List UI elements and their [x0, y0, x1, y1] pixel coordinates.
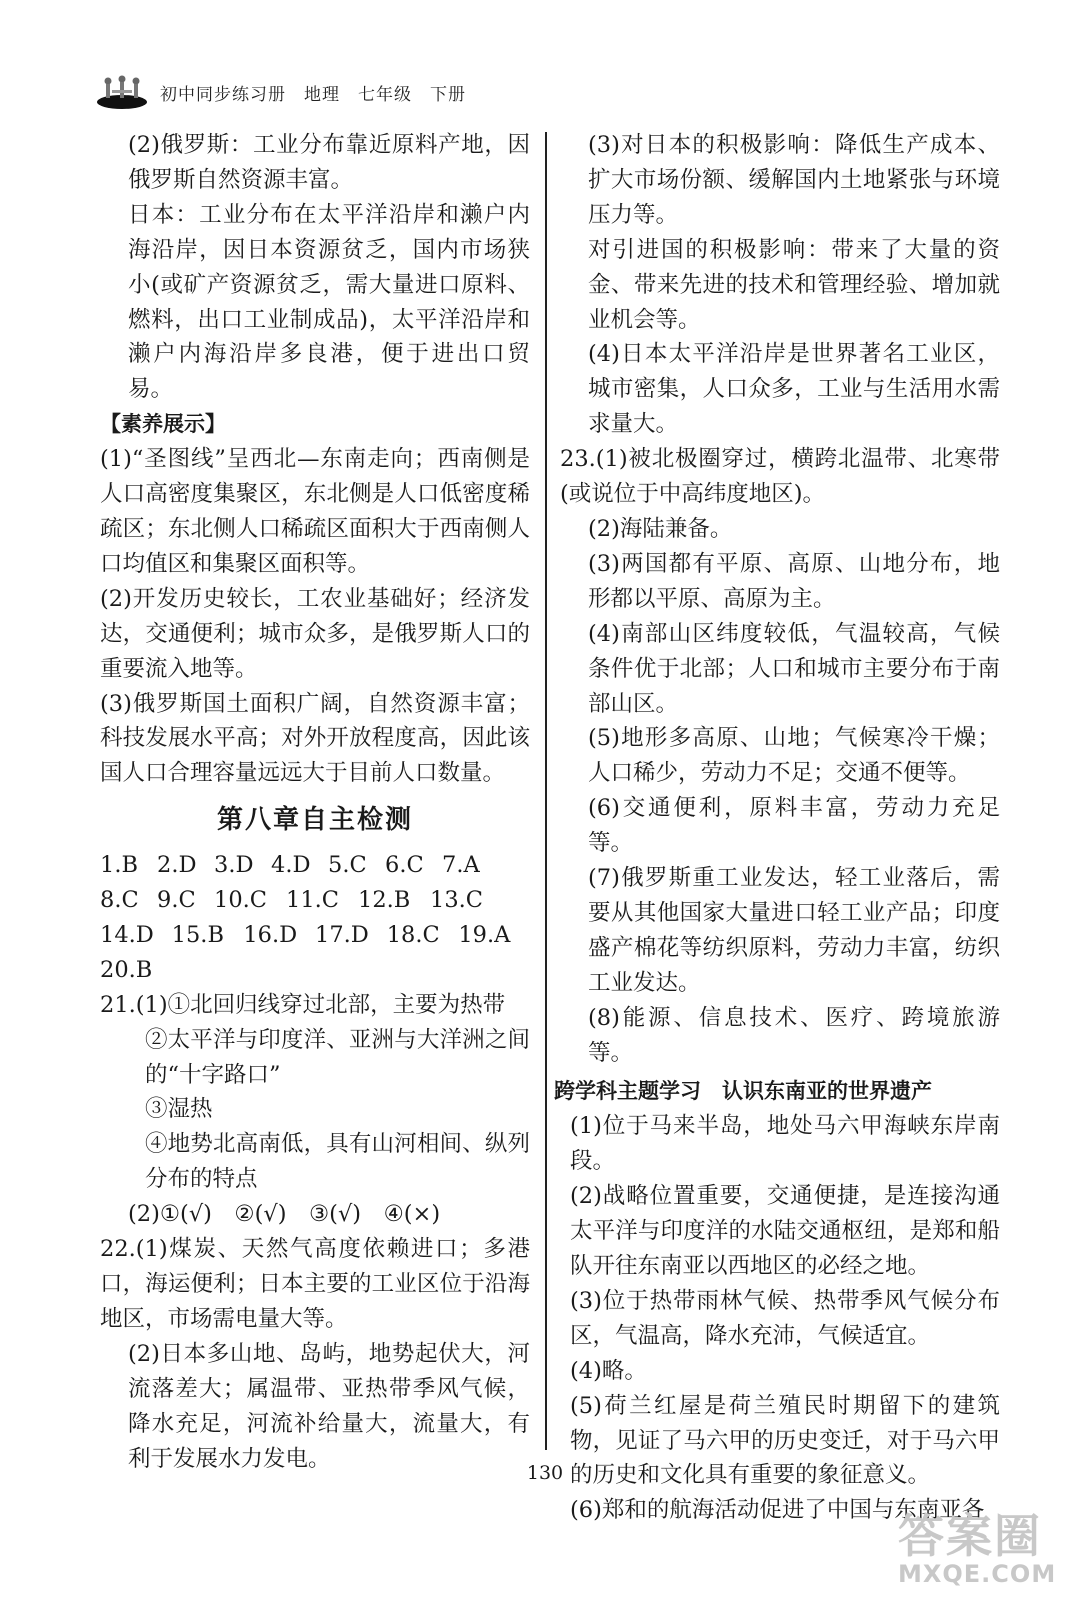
column-divider [545, 132, 547, 1450]
answer-paragraph: (6)交通便利，原料丰富，劳动力充足等。 [588, 795, 1000, 857]
answer-item: 15.B [171, 921, 224, 948]
watermark-title: 答案圈 [898, 1509, 1042, 1563]
answer-item: 6.C [385, 852, 424, 879]
answer-paragraph: (4)日本太平洋沿岸是世界著名工业区，城市密集，人口众多，工业与生活用水需求量大。 [588, 341, 1000, 438]
answer-paragraph: 23.(1)被北极圈穿过，横跨北温带、北寒带(或说位于中高纬度地区)。 [560, 446, 1000, 508]
answer-item: 1.B [100, 852, 139, 879]
answer-item: 12.B [358, 887, 411, 914]
answer-item: 13.C [430, 887, 483, 914]
answer-item: 20.B [100, 956, 153, 983]
topic-heading: 跨学科主题学习 认识东南亚的世界遗产 [554, 1079, 932, 1104]
answer-row [100, 918, 530, 953]
answer-item: 4.D [271, 852, 311, 879]
answer-paragraph: ③湿热 [145, 1096, 213, 1123]
answer-paragraph: (3)两国都有平原、高原、山地分布，地形都以平原、高原为主。 [588, 550, 1000, 612]
watermark [898, 1500, 1068, 1590]
answer-paragraph: (3)对日本的积极影响：降低生产成本、扩大市场份额、缓解国内土地紧张与环境压力等。 [588, 132, 1000, 228]
left-column [100, 128, 530, 1476]
page-header [96, 70, 996, 114]
answer-item: 9.C [157, 887, 196, 914]
answer-paragraph: (2)俄罗斯：工业分布靠近原料产地，因俄罗斯自然资源丰富。 [128, 132, 530, 193]
answer-item: 17.D [315, 921, 369, 948]
answer-paragraph: (1)位于马来半岛，地处马六甲海峡东岸南段。 [570, 1113, 1000, 1175]
answer-item: 18.C [386, 921, 440, 948]
page-number: 130 [526, 1462, 564, 1484]
chapter-title: 第八章自主检测 [216, 805, 413, 836]
answer-paragraph: (4)南部山区纬度较低，气温较高，气候条件优于北部；人口和城市主要分布于南部山区。 [588, 620, 1000, 717]
answer-paragraph: ②太平洋与印度洋、亚洲与大洋洲之间的“十字路口” [145, 1026, 530, 1088]
answer-item: 19.A [458, 921, 511, 948]
answer-paragraph: (5)地形多高原、山地；气候寒冷干燥；人口稀少，劳动力不足；交通不便等。 [588, 725, 1000, 787]
answer-paragraph: (3)俄罗斯国土面积广阔，自然资源丰富；科技发展水平高；对外开放程度高，因此该国人口合理容量远远大于目前人口数量。 [100, 690, 530, 787]
answer-paragraph: (1)“圣图线”呈西北—东南走向；西南侧是人口高密度集聚区，东北侧是人口低密度稀疏区；东北侧人口稀疏区面积大于西南侧人口均值区和集聚区面积等。 [100, 446, 530, 577]
answer-paragraph: (4)略。 [570, 1357, 647, 1384]
reading-students-logo-icon [96, 72, 148, 110]
answer-paragraph: ④地势北高南低，具有山河相间、纵列分布的特点 [145, 1131, 530, 1193]
answer-row [100, 953, 530, 988]
answer-paragraph: (2)开发历史较长，工农业基础好；经济发达，交通便利；城市众多，是俄罗斯人口的重要流入地等。 [100, 585, 530, 682]
answer-paragraph: (6)郑和的航海活动促进了中国与东南亚各 [570, 1497, 985, 1524]
answer-item: 10.C [214, 887, 267, 914]
answer-paragraph: (2)海陆兼备。 [588, 515, 733, 542]
answer-paragraph: (2)日本多山地、岛屿，地势起伏大，河流落差大；属温带、亚热带季风气候，降水充足，河流补给量大，流量大，有利于发展水力发电。 [128, 1340, 530, 1472]
answer-paragraph: (5)荷兰红屋是荷兰殖民时期留下的建筑物，见证了马六甲的历史变迁，对于马六甲的历史和文化具有重要的象征意义。 [570, 1392, 1000, 1489]
answer-row [100, 848, 530, 883]
answer-paragraph: 对引进国的积极影响：带来了大量的资金、带来先进的技术和管理经验、增加就业机会等。 [588, 236, 1000, 333]
answer-paragraph: 21.(1)①北回归线穿过北部，主要为热带 [100, 991, 506, 1018]
answer-paragraph: (8)能源、信息技术、医疗、跨境旅游等。 [588, 1004, 1000, 1066]
answer-item: 14.D [100, 921, 154, 948]
answer-paragraph: (7)俄罗斯重工业发达，轻工业落后，需要从其他国家大量进口轻工业产品；印度盛产棉花等纺织原料，劳动力丰富，纺织工业发达。 [588, 865, 1000, 996]
answer-item: 3.D [214, 852, 254, 879]
answer-paragraph: (2)战略位置重要，交通便捷，是连接沟通太平洋与印度洋的水陆交通枢纽，是郑和船队开往东南亚以西地区的必经之地。 [570, 1183, 1000, 1279]
answer-paragraph: (2)①(√) ②(√) ③(√) ④(×) [128, 1201, 441, 1228]
answer-paragraph: (3)位于热带雨林气候、热带季风气候分布区，气温高，降水充沛，气候适宜。 [570, 1287, 1000, 1349]
answer-item: 8.C [100, 887, 139, 914]
watermark-url: MXQE.COM [898, 1560, 1057, 1588]
answer-item: 11.C [286, 887, 339, 914]
answer-item: 16.D [243, 921, 298, 948]
answer-paragraph: 22.(1)煤炭、天然气高度依赖进口；多港口，海运便利；日本主要的工业区位于沿海地区，市场需电量大等。 [100, 1236, 530, 1332]
right-column [554, 128, 1000, 1528]
answer-paragraph: 日本：工业分布在太平洋沿岸和濑户内海沿岸，因日本资源贫乏，国内市场狭小(或矿产资源贫乏，需大量进口原料、燃料，出口工业制成品)，太平洋沿岸和濑户内海沿岸多良港，便于进出口贸易。 [128, 201, 530, 403]
section-heading: 【素养展示】 [100, 412, 226, 437]
header-title: 初中同步练习册 地理 七年级 下册 [160, 85, 466, 105]
answer-key [100, 848, 530, 988]
answer-row [100, 883, 530, 918]
answer-item: 7.A [442, 852, 480, 879]
answer-item: 2.D [157, 852, 197, 879]
answer-item: 5.C [328, 852, 367, 879]
